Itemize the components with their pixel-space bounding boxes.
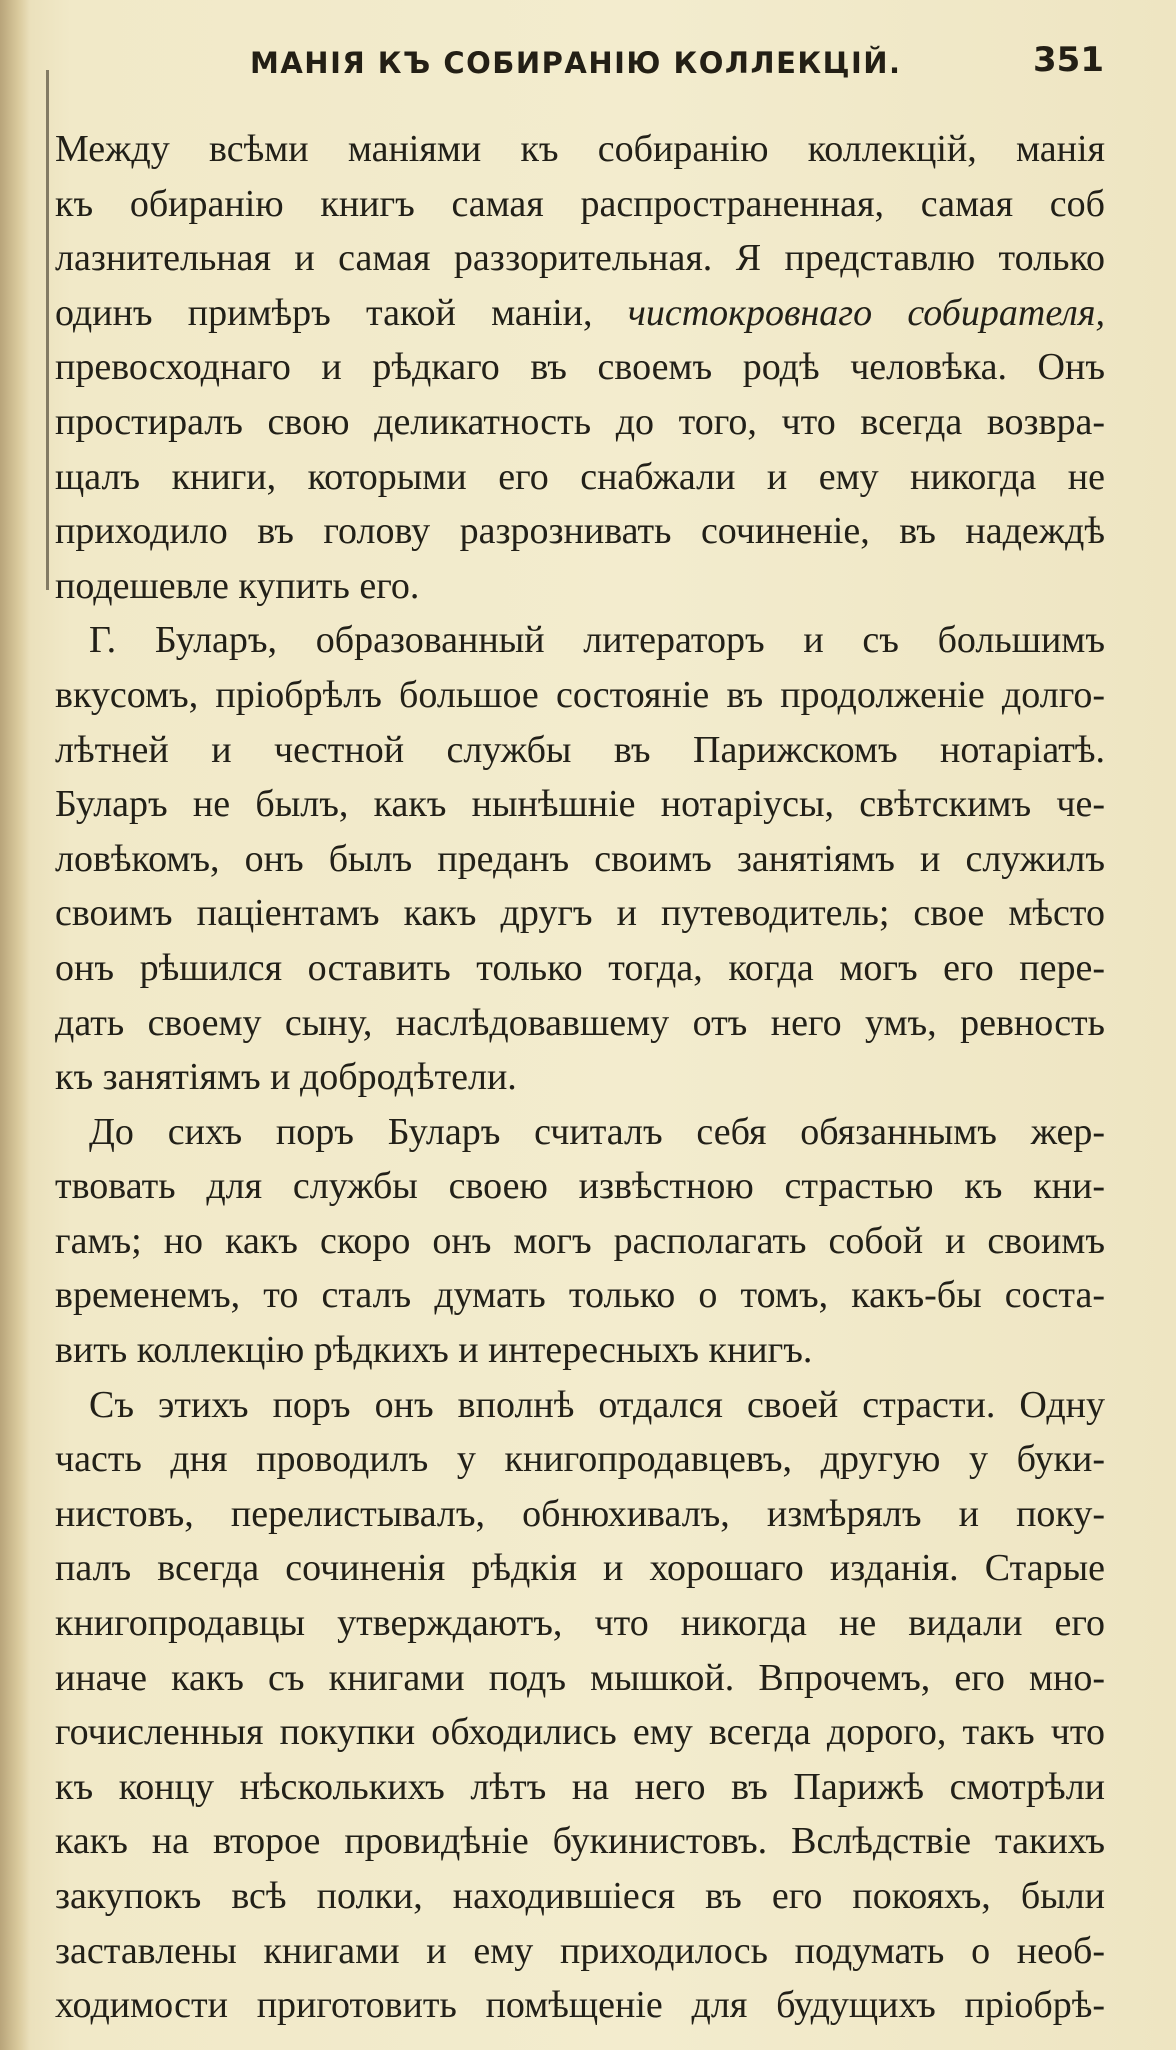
running-title: МАНІЯ КЪ СОБИРАНІЮ КОЛЛЕКЦІЙ. — [250, 46, 902, 80]
text-line: гамъ; но какъ скоро онъ могъ располагать собой и своимъ — [55, 1219, 1105, 1262]
text-line: Между всѣми маніями къ собиранію коллекцій, манія — [55, 128, 1105, 170]
text-line: твовать для службы своею извѣстною страстью къ кни- — [55, 1165, 1105, 1208]
text-fragment: одинъ примѣръ такой маніи, — [55, 291, 593, 334]
text-line: дать своему сыну, наслѣдовавшему отъ него умъ, ревность — [55, 1001, 1105, 1044]
text-line: къ обиранію книгъ самая распространенная, самая соб — [55, 182, 1105, 225]
text-line: гочисленныя покупки обходились ему всегда дорого, такъ что — [55, 1711, 1105, 1754]
text-line: своимъ паціентамъ какъ другъ и путеводитель; свое мѣсто — [55, 892, 1105, 935]
text-line: закупокъ всѣ полки, находившіеся въ его покояхъ, были — [55, 1875, 1105, 1917]
text-line: лазнительная и самая раззорительная. Я представлю только — [55, 237, 1105, 280]
text-line: Съ этихъ поръ онъ вполнѣ отдался своей страсти. Одну — [89, 1383, 1105, 1426]
text-line: Г. Буларъ, образованный литераторъ и съ большимъ — [89, 619, 1105, 662]
page-spine-shadow — [0, 0, 30, 2050]
emphasized-phrase: чистокровнаго собирателя, — [627, 291, 1106, 334]
text-line: онъ рѣшился оставить только тогда, когда могъ его пере- — [55, 946, 1105, 989]
text-line: лѣтней и честной службы въ Парижскомъ нотаріатѣ. — [55, 728, 1105, 771]
page-header — [250, 40, 1116, 90]
text-line: ловѣкомъ, онъ былъ преданъ своимъ занятіямъ и служилъ — [55, 837, 1105, 880]
text-line: къ концу нѣсколькихъ лѣтъ на него въ Парижѣ смотрѣли — [55, 1765, 1105, 1808]
margin-edge-line — [46, 70, 49, 590]
text-line: книгопродавцы утверждаютъ, что никогда не видали его — [55, 1602, 1105, 1645]
text-line: нистовъ, перелистывалъ, обнюхивалъ, измѣрялъ и поку- — [55, 1492, 1105, 1535]
text-line: вить коллекцію рѣдкихъ и интересныхъ книгъ. — [55, 1329, 813, 1372]
text-line: заставлены книгами и ему приходилось подумать о необ- — [55, 1929, 1105, 1972]
text-line: палъ всегда сочиненія рѣдкія и хорошаго изданія. Старые — [55, 1547, 1105, 1590]
text-line: приходило въ голову разрознивать сочиненіе, въ надеждѣ — [55, 510, 1105, 553]
page-body — [55, 122, 1105, 2033]
text-line: иначе какъ съ книгами подъ мышкой. Впрочемъ, его мно- — [55, 1656, 1105, 1699]
text-line: превосходнаго и рѣдкаго въ своемъ родѣ человѣка. Онъ — [55, 346, 1105, 389]
text-line: къ занятіямъ и добродѣтели. — [55, 1056, 517, 1099]
text-line: ходимости приготовить помѣщеніе для будущихъ пріобрѣ- — [55, 1984, 1105, 2027]
text-line: До сихъ поръ Буларъ считалъ себя обязаннымъ жер- — [89, 1110, 1105, 1153]
text-line: щалъ книги, которыми его снабжали и ему никогда не — [55, 455, 1105, 498]
text-line: простиралъ свою деликатность до того, что всегда возвра- — [55, 400, 1105, 443]
page-number: 351 — [1033, 40, 1104, 80]
text-line: временемъ, то сталъ думать только о томъ, какъ-бы соста- — [55, 1274, 1105, 1317]
text-line: Буларъ не былъ, какъ нынѣшніе нотаріусы, свѣтскимъ че- — [55, 783, 1105, 826]
text-line: вкусомъ, пріобрѣлъ большое состояніе въ продолженіе долго- — [55, 673, 1105, 716]
text-line: какъ на второе провидѣніе букинистовъ. Вслѣдствіе такихъ — [55, 1820, 1105, 1863]
text-line-with-emphasis — [55, 286, 1105, 341]
text-line: часть дня проводилъ у книгопродавцевъ, другую у буки- — [55, 1438, 1105, 1481]
text-line: подешевле купить его. — [55, 564, 420, 607]
